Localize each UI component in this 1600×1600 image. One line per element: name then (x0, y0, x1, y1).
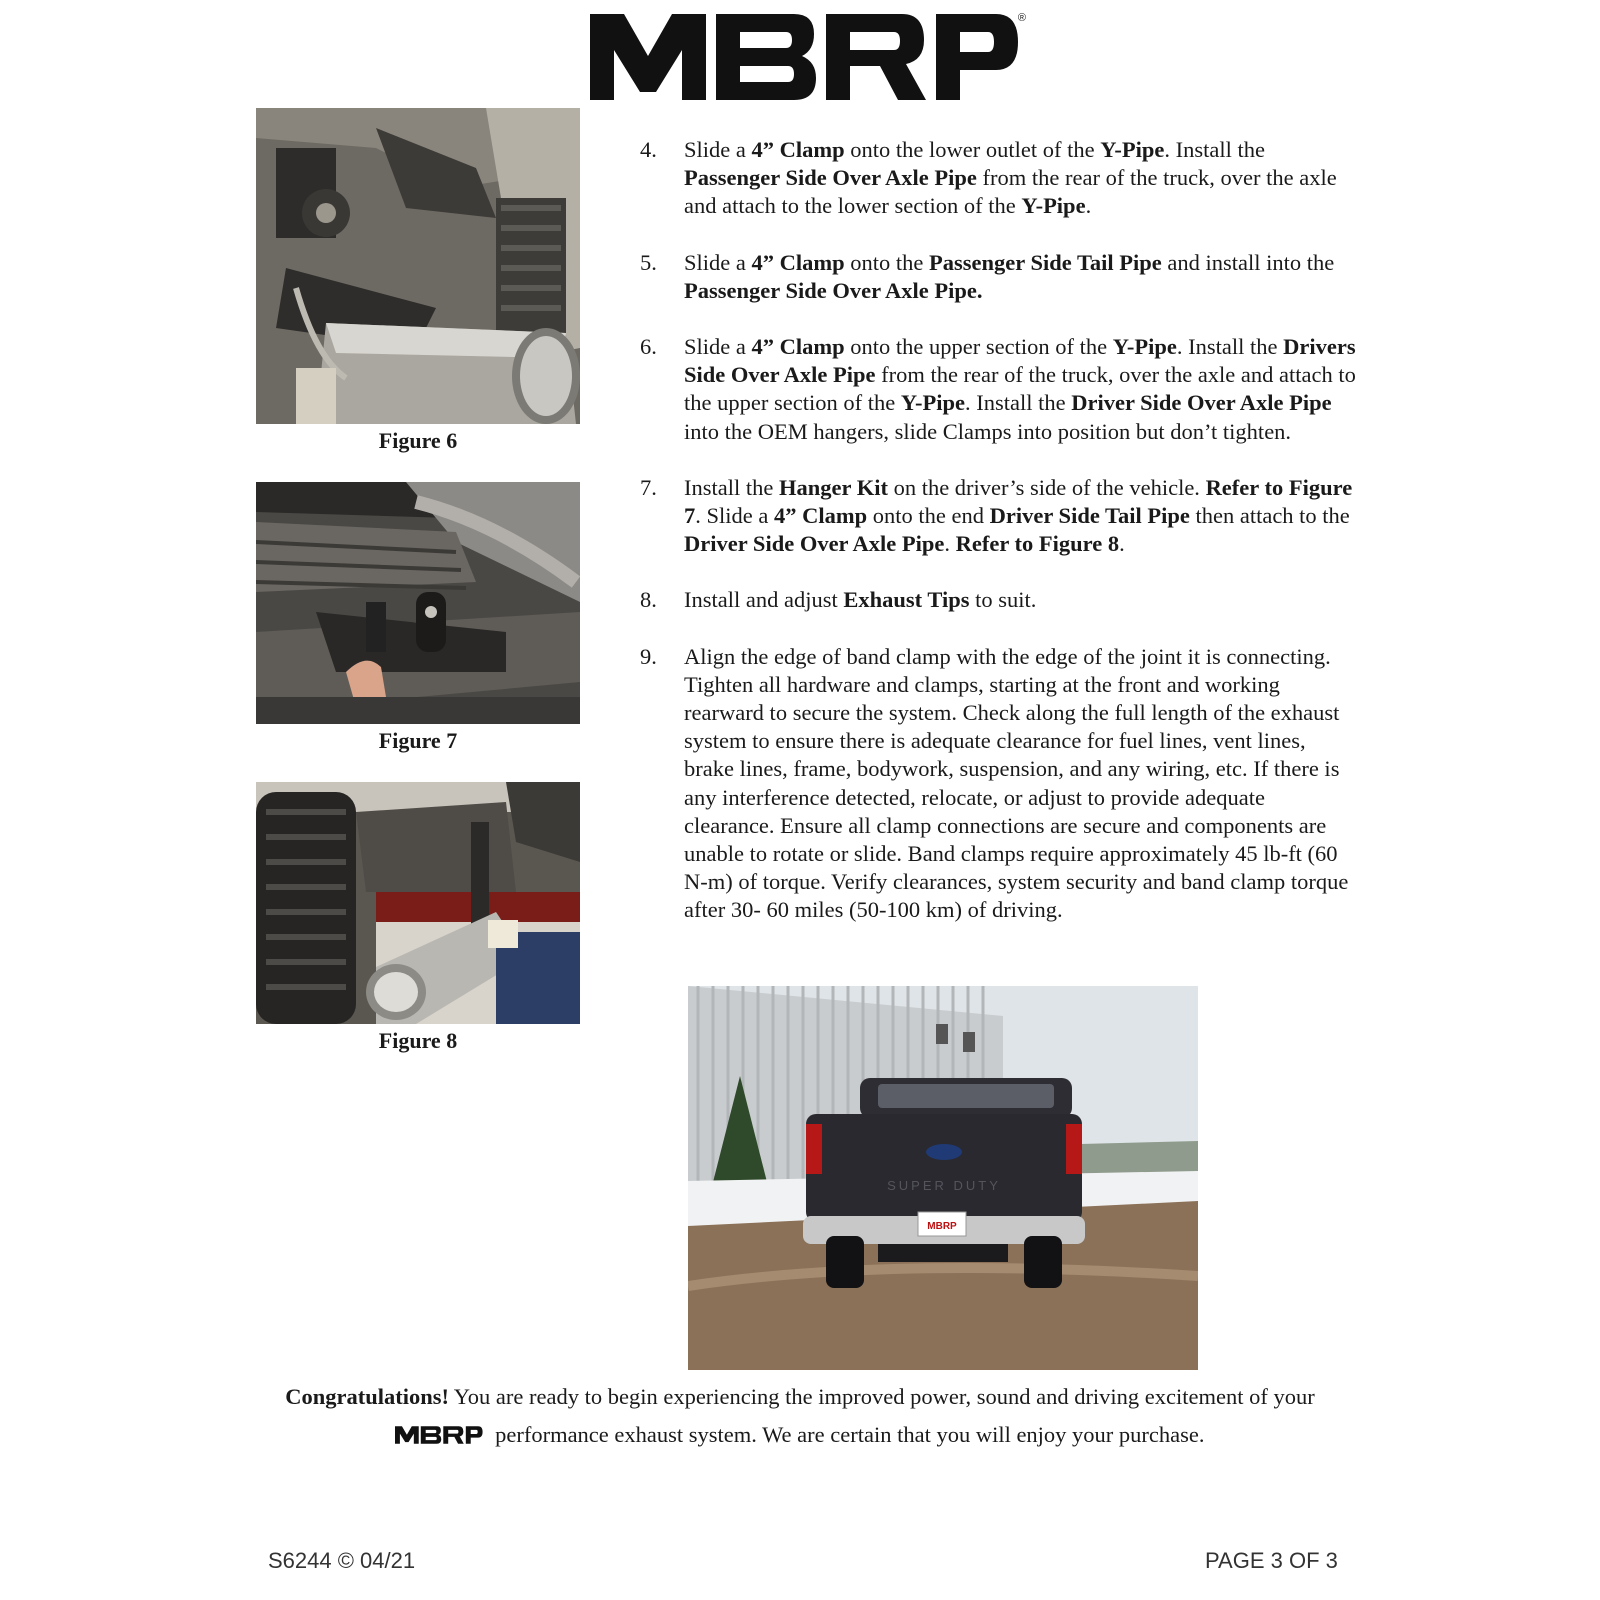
step-text-run: . (1119, 531, 1125, 557)
step-text-run: Install and adjust (684, 587, 844, 613)
figure-8-caption: Figure 8 (378, 1028, 458, 1053)
congrats-text-1: You are ready to begin experiencing the improved power, sound and driving excitement of your (449, 1384, 1315, 1409)
page-number: PAGE 3 OF 3 (1205, 1548, 1338, 1573)
step-bold-term: Refer to Figure 7 (684, 474, 1353, 529)
step-text-run: . (944, 531, 956, 557)
step-number: 4. (640, 137, 657, 162)
step-text-run: to suit. (969, 587, 1037, 613)
step-bold-term: Y-Pipe (1021, 193, 1086, 219)
step-number: 8. (640, 587, 657, 613)
step-5 (640, 249, 1360, 305)
step-text (684, 586, 1360, 614)
congrats-line-1 (200, 1378, 1400, 1416)
step-bold-term: Y-Pipe (900, 390, 965, 416)
figure-7 (256, 482, 580, 756)
document-code: S6244 © 04/21 (268, 1548, 416, 1573)
step-text-run: Slide a (684, 137, 752, 162)
step-number: 5. (640, 249, 657, 275)
figure-8-photo (256, 782, 580, 1024)
step-bold-term: Exhaust Tips (843, 587, 970, 613)
mbrp-logo (590, 12, 1026, 100)
figure-8 (256, 782, 580, 1056)
step-bold-term: Driver Side Tail Pipe (989, 503, 1190, 529)
step-text-run: from the rear of the truck, over the axle and attach to the lower section of the (684, 165, 1337, 219)
step-4 (640, 136, 1360, 221)
step-text (684, 643, 1360, 925)
congratulations-message (200, 1378, 1400, 1454)
step-number: 9. (640, 643, 657, 669)
step-bold-term: Driver Side Over Axle Pipe (1071, 390, 1332, 416)
step-bold-term: Hanger Kit (778, 474, 888, 500)
step-text-run: into the OEM hangers, slide Clamps into position but don’t tighten. (684, 418, 1292, 444)
step-text (684, 474, 1360, 559)
step-number: 6. (640, 334, 657, 360)
figure-6-caption: Figure 6 (378, 428, 458, 453)
truck-photo (688, 986, 1198, 1370)
congrats-bold: Congratulations! (285, 1384, 449, 1409)
figure-6-photo (256, 108, 580, 424)
tailgate-text: SUPER DUTY (887, 1178, 1001, 1193)
step-bold-term: 4” Clamp (751, 249, 845, 275)
step-text-run: onto the (844, 249, 930, 275)
mbrp-inline-logo (395, 1425, 483, 1445)
step-6 (640, 333, 1360, 446)
step-7 (640, 474, 1360, 559)
step-bold-term: Passenger Side Tail Pipe (929, 249, 1162, 275)
step-text-run: onto the end (867, 503, 990, 529)
figure-7-caption: Figure 7 (378, 728, 458, 753)
step-text-run: onto the lower outlet of the (844, 137, 1101, 162)
step-text-run: from the rear of the truck, over the axle and attach to the upper section of the (684, 362, 1356, 416)
step-text-run: and install into the (1161, 249, 1335, 275)
step-8 (640, 586, 1360, 614)
step-bold-term: Passenger Side Over Axle Pipe. (684, 277, 983, 303)
step-bold-term: Drivers Side Over Axle Pipe (684, 334, 1356, 388)
step-text-run: Slide a (684, 249, 752, 275)
step-bold-term: 4” Clamp (751, 334, 845, 360)
step-9 (640, 643, 1360, 925)
step-text (684, 249, 1360, 305)
step-text-run: onto the upper section of the (844, 334, 1113, 360)
step-bold-term: Driver Side Over Axle Pipe (684, 531, 945, 557)
step-text-run: on the driver’s side of the vehicle. (887, 474, 1206, 500)
step-text-run: . Install the (1164, 137, 1265, 162)
step-text-run: . (1085, 193, 1092, 219)
step-text (684, 136, 1360, 221)
step-text-run: Install the (684, 474, 779, 500)
step-text (684, 333, 1360, 446)
step-text-run: then attach to the (1189, 503, 1350, 529)
step-bold-term: Passenger Side Over Axle Pipe (684, 165, 977, 191)
instruction-steps (640, 136, 1360, 925)
step-bold-term: Refer to Figure 8 (955, 531, 1120, 557)
figure-7-photo (256, 482, 580, 724)
step-text-run: Slide a (684, 334, 752, 360)
step-text-run: . Install the (964, 390, 1072, 416)
step-bold-term: 4” Clamp (751, 137, 845, 162)
plate-text: MBRP (927, 1221, 957, 1232)
step-bold-term: Y-Pipe (1100, 137, 1165, 162)
step-bold-term: Y-Pipe (1112, 334, 1177, 360)
step-text-run: Align the edge of band clamp with the edge of the joint it is connecting. Tighten all hardware and clamps, starting at the front and working rearward to secure the system. Check along the full length of the exhaust system to ensure there is adequate clearance for fuel lines, vent lines, brake lines, frame, bodywork, suspension, and any wiring, etc. If there is any interference detected, relocate, or adjust to provide adequate clearance. Ensure all clamp connections are secure and components are unable to rotate or slide. Band clamps require approximately 45 lb-ft (60 N-m) of torque. Verify clearances, system security and band clamp torque after 30- 60 miles (50-100 km) of driving. (684, 643, 1349, 923)
step-bold-term: 4” Clamp (774, 503, 868, 529)
congrats-text-2: performance exhaust system. We are certain that you will enjoy your purchase. (489, 1422, 1205, 1447)
registered-mark: ® (1017, 12, 1026, 24)
figure-6 (256, 108, 580, 456)
mbrp-logo-graphic (590, 14, 1020, 100)
step-text-run: . Slide a (695, 503, 774, 529)
step-number: 7. (640, 474, 657, 500)
congrats-line-2 (200, 1416, 1400, 1454)
step-text-run: . Install the (1176, 334, 1284, 360)
